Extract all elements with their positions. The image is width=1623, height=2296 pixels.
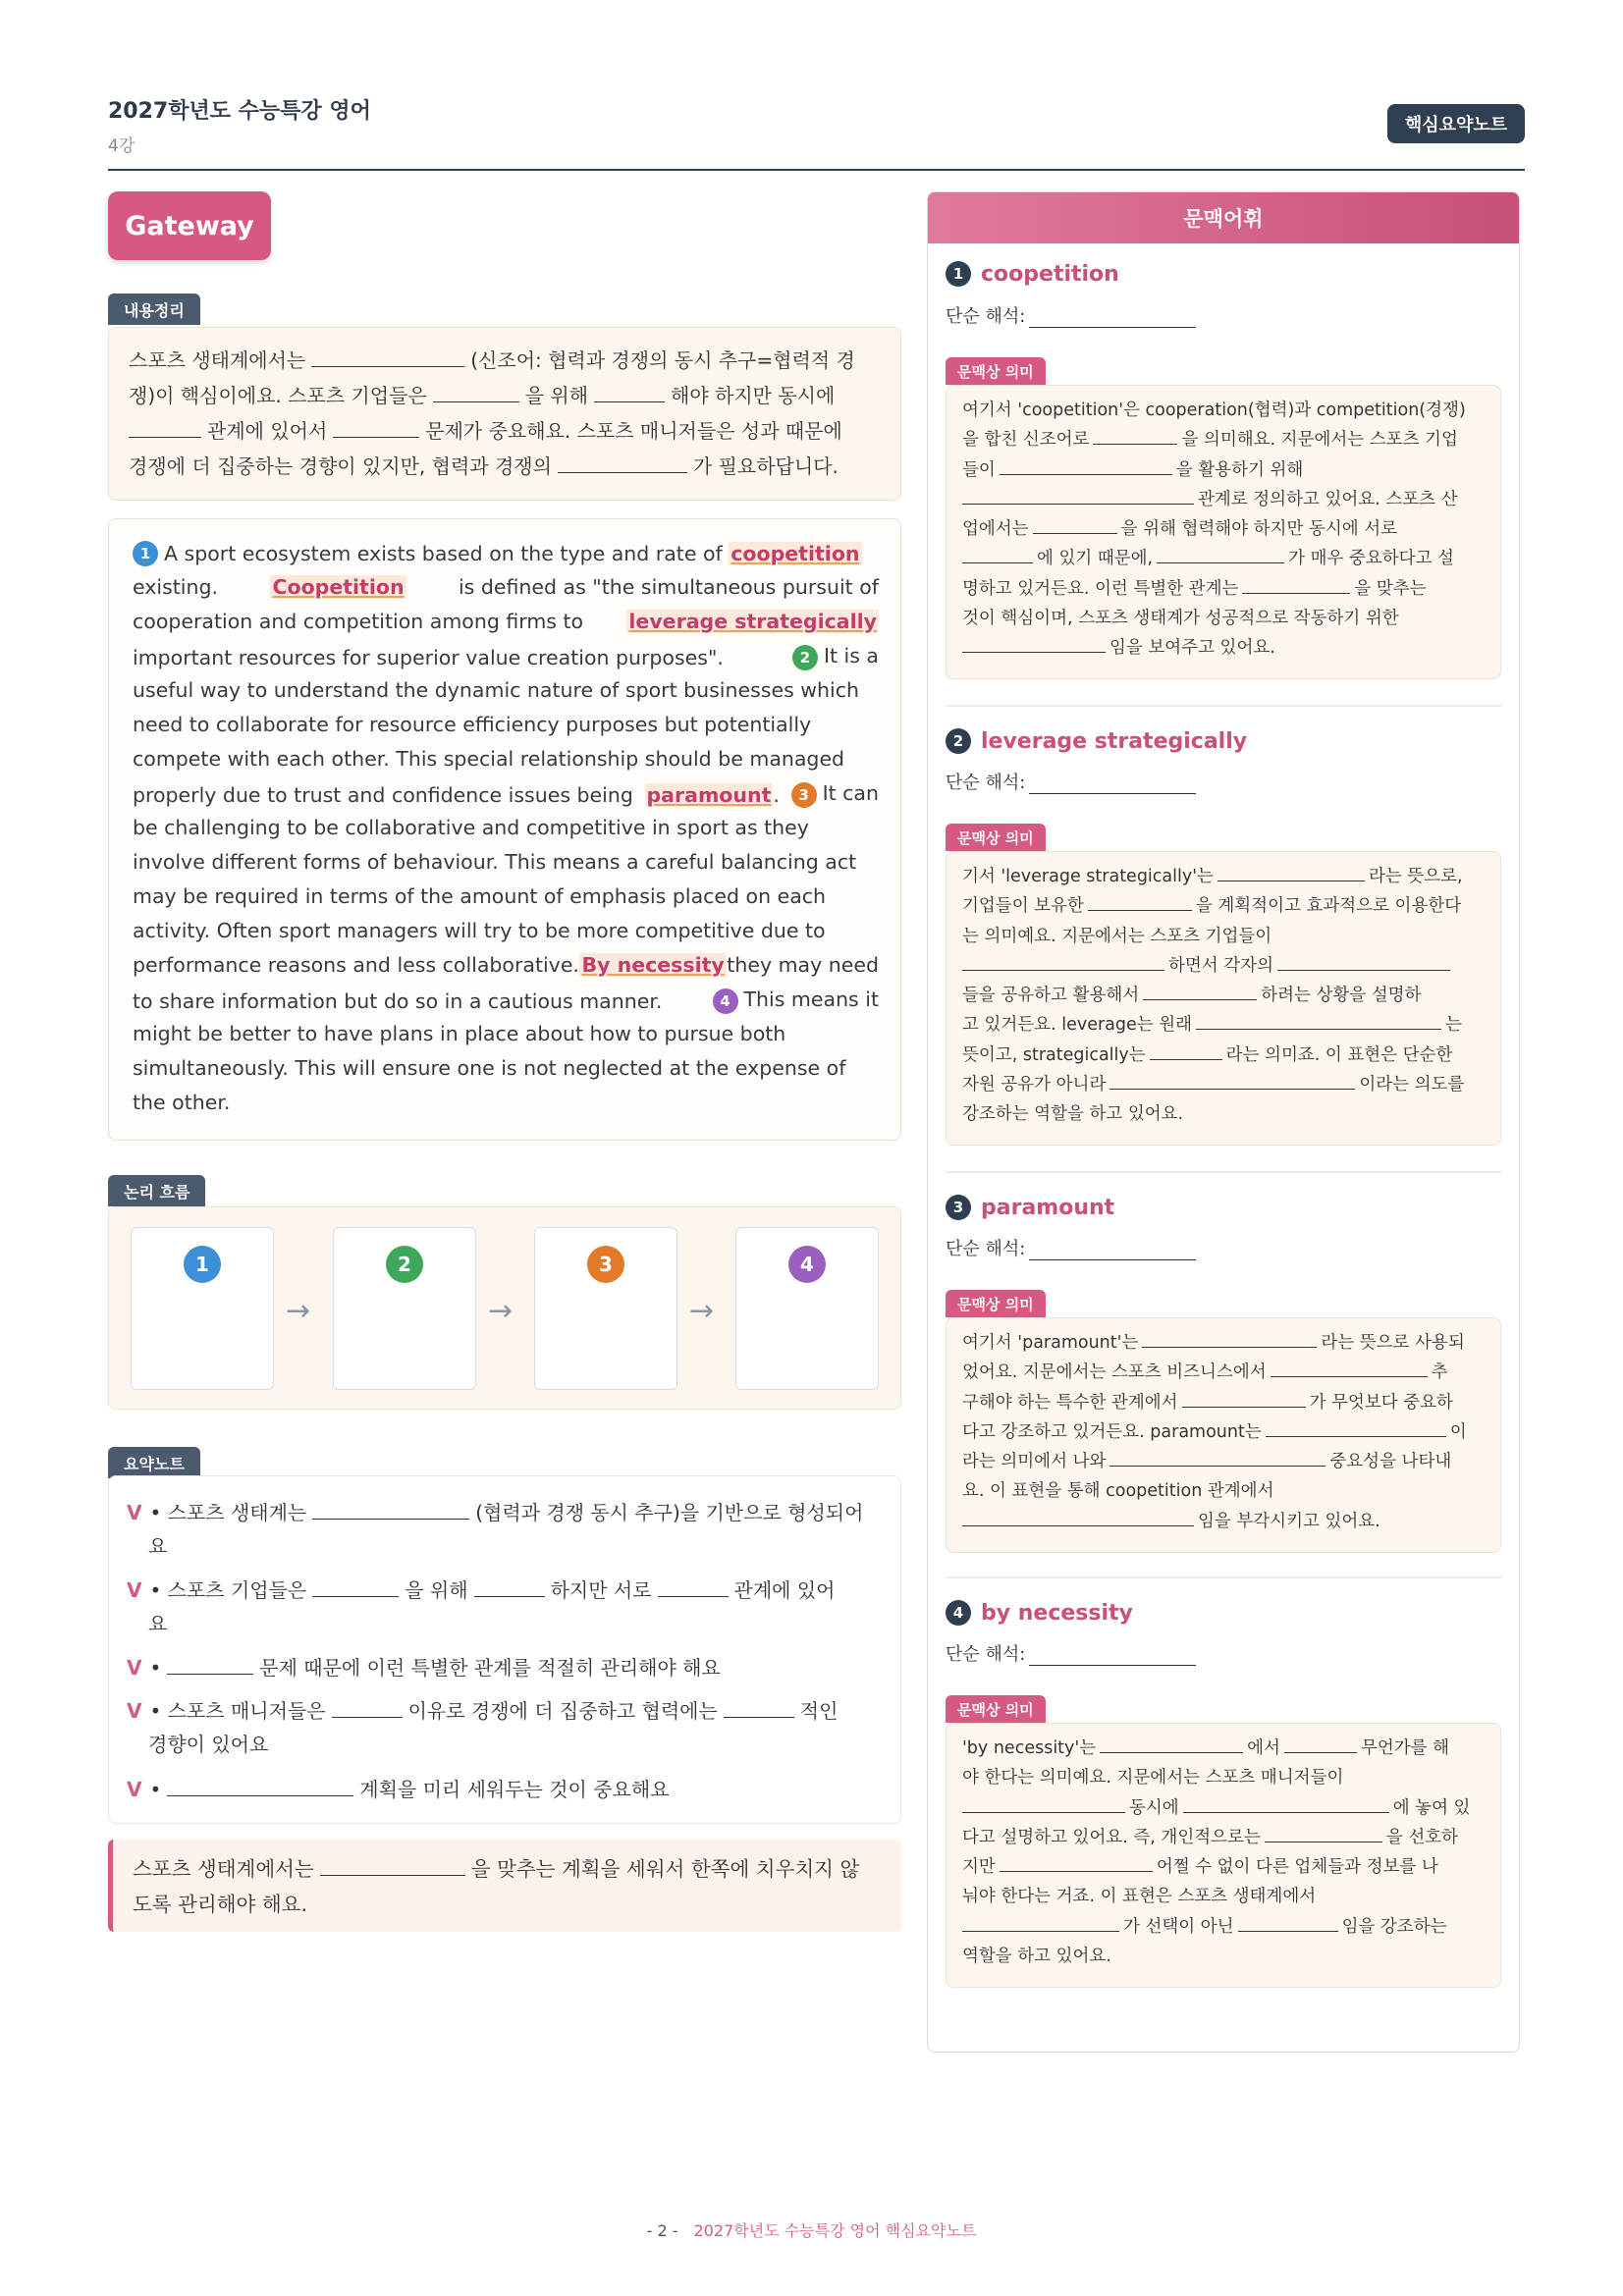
- check-mark-icon: V: [127, 1699, 142, 1723]
- fill-blank[interactable]: [474, 1575, 545, 1597]
- fill-blank[interactable]: [1100, 1735, 1243, 1753]
- check-mark-icon: V: [127, 1501, 142, 1524]
- fill-blank[interactable]: [1033, 516, 1117, 534]
- fill-blank[interactable]: [962, 635, 1106, 653]
- fill-blank[interactable]: [558, 452, 687, 473]
- section-divider: [946, 1171, 1501, 1173]
- page-footer: [0, 2218, 1623, 2241]
- conclusion-box: 스포츠 생태계에서는 을 맞추는 계획을 세워서 한쪽에 치우치지 않 도록 관리해야 해요.: [108, 1840, 901, 1932]
- fill-blank[interactable]: [312, 1498, 469, 1520]
- header-divider: [108, 169, 1525, 171]
- fill-blank[interactable]: [962, 953, 1164, 971]
- fill-blank[interactable]: [1271, 1360, 1428, 1377]
- flow-card-2[interactable]: [333, 1227, 476, 1390]
- context-vocab-panel: [927, 191, 1520, 2053]
- arrow-right-icon: →: [488, 1294, 514, 1328]
- fill-blank[interactable]: [962, 546, 1033, 563]
- passage-line: involve different forms of behaviour. This means a careful balancing act: [133, 850, 857, 874]
- sentence-number-2: 2: [792, 645, 818, 670]
- logic-flow-box: [108, 1206, 901, 1410]
- passage-line: need to collaborate for resource efficiency purposes but potentially: [133, 713, 812, 736]
- fill-blank[interactable]: [320, 1854, 465, 1876]
- vocab-highlight-paramount[interactable]: paramount: [646, 782, 772, 807]
- flow-step-number: 2: [386, 1246, 423, 1283]
- fill-blank[interactable]: [962, 1795, 1125, 1813]
- fill-blank[interactable]: [1088, 893, 1192, 911]
- vocab-item-2-heading: 2 leverage strategically: [946, 728, 1247, 754]
- check-mark-icon: V: [127, 1578, 142, 1602]
- note-type-badge: 핵심요약노트: [1387, 104, 1525, 143]
- fill-blank[interactable]: [311, 346, 464, 367]
- sentence-number-1: 1: [133, 541, 158, 566]
- footer-title: 2027학년도 수능특강 영어 핵심요약노트: [693, 2221, 977, 2240]
- fill-blank[interactable]: [1029, 306, 1196, 328]
- passage-line: properly due to trust and confidence issues being paramount. 3 It can: [133, 781, 879, 807]
- arrow-right-icon: →: [286, 1294, 311, 1328]
- fill-blank[interactable]: [1143, 983, 1257, 1000]
- passage-line: performance reasons and less collaborative. By necessity they may need: [133, 953, 879, 977]
- fill-blank[interactable]: [333, 416, 419, 438]
- fill-blank[interactable]: [1150, 1042, 1222, 1060]
- fill-blank[interactable]: [724, 1696, 794, 1718]
- fill-blank[interactable]: [1265, 1825, 1382, 1842]
- summary-tag: 내용정리: [108, 294, 200, 325]
- arrow-right-icon: →: [689, 1294, 715, 1328]
- check-mark-icon: V: [127, 1656, 142, 1680]
- flow-card-3[interactable]: [534, 1227, 677, 1390]
- fill-blank[interactable]: [1029, 1239, 1196, 1260]
- passage-line: might be better to have plans in place about how to pursue both: [133, 1022, 786, 1045]
- english-passage: [108, 518, 901, 1141]
- meaning-tag: 문맥상 의미: [946, 824, 1046, 851]
- fill-blank[interactable]: [1242, 576, 1350, 594]
- fill-blank[interactable]: [1093, 427, 1177, 445]
- passage-line: the other.: [133, 1091, 231, 1114]
- flow-step-number: 1: [184, 1246, 221, 1283]
- passage-line: to share information but do so in a cautious manner. 4 This means it: [133, 988, 879, 1013]
- flow-step-number: 3: [587, 1246, 624, 1283]
- note-row-2: V • 스포츠 기업들은 을 위해 하지만 서로 관계에 있어 요: [127, 1574, 883, 1640]
- passage-line: be challenging to be collaborative and competitive in sport as they: [133, 816, 809, 839]
- sentence-number-4: 4: [713, 988, 738, 1014]
- fill-blank[interactable]: [962, 1914, 1119, 1932]
- note-row-5: V • 계획을 미리 세워두는 것이 중요해요: [127, 1773, 883, 1806]
- context-meaning-box: 기서 'leverage strategically'는 라는 뜻으로, 기업들이 보유한 을 계획적이고 효과적으로 이용한다 는 의미예요. 지문에서는 스포츠 기업들이 하면서 각자의 들을 공유하고 활용해서 하려는 상황을 설명하 고 있거든요. leverage는 원래 는 뜻이고, strategically는 라는 의미죠. 이 표현은 단순한 자원 공유가 아니라 이라는 의도를 강조하는 역할을 하고 있어요.: [946, 851, 1501, 1146]
- flow-card-4[interactable]: [735, 1227, 879, 1390]
- context-meaning-box: 여기서 'coopetition'은 cooperation(협력)과 competition(경쟁) 을 합친 신조어로 을 의미해요. 지문에서는 스포츠 기업 들이 을 활용하기 위해 관계로 정의하고 있어요. 스포츠 산 업에서는 을 위해 협력해야 하지만 동시에 서로 에 있기 때문에, 가 매우 중요하다고 설 명하고 있거든요. 이런 특별한 관계는 을 맞추는 것이 핵심이며, 스포츠 생태계가 성공적으로 작동하기 위한 임을 보여주고 있어요.: [946, 385, 1501, 679]
- vocab-item-3-heading: 3 paramount: [946, 1195, 1114, 1220]
- notes-tag: 요약노트: [108, 1447, 200, 1478]
- passage-line: may be required in terms of the amount of emphasis placed on each: [133, 884, 827, 908]
- summary-line-2: 쟁)이 핵심이에요. 스포츠 기업들은 을 위해 해야 하지만 동시에: [129, 378, 881, 413]
- vocab-item-1-heading: 1 coopetition: [946, 261, 1119, 287]
- sentence-number-3: 3: [791, 782, 817, 808]
- fill-blank[interactable]: [167, 1775, 353, 1796]
- fill-blank[interactable]: [594, 381, 665, 402]
- note-row-1: V • 스포츠 생태계는 (협력과 경쟁 동시 추구)을 기반으로 형성되어 요: [127, 1496, 883, 1563]
- simple-translation: 단순 해석:: [946, 1640, 1202, 1666]
- fill-blank[interactable]: [1000, 1854, 1153, 1872]
- summary-line-1: 스포츠 생태계에서는 (신조어: 협력과 경쟁의 동시 추구=협력적 경: [129, 343, 881, 378]
- simple-translation: 단순 해석:: [946, 302, 1202, 328]
- fill-blank[interactable]: [1182, 1390, 1306, 1408]
- fill-blank[interactable]: [1142, 1330, 1317, 1348]
- fill-blank[interactable]: [1183, 1795, 1389, 1813]
- fill-blank[interactable]: [1196, 1012, 1441, 1030]
- content-summary-box: [108, 327, 901, 501]
- fill-blank[interactable]: [1238, 1914, 1338, 1932]
- fill-blank[interactable]: [1284, 1735, 1357, 1753]
- document-title: 2027학년도 수능특강 영어: [108, 99, 371, 124]
- page-number: - 2 -: [646, 2221, 678, 2240]
- section-divider: [946, 1576, 1501, 1578]
- vocab-highlight-leverage-strategically[interactable]: leverage strategically: [628, 610, 877, 633]
- vocab-highlight-by-necessity[interactable]: By necessity: [581, 953, 725, 977]
- passage-line: cooperation and competition among firms to leverage strategically: [133, 610, 877, 633]
- passage-line: compete with each other. This special relationship should be managed: [133, 747, 845, 771]
- section-divider: [946, 705, 1501, 707]
- summary-line-3: 관계에 있어서 문제가 중요해요. 스포츠 매니저들은 성과 때문에: [129, 413, 881, 449]
- flow-tag: 논리 흐름: [108, 1175, 205, 1206]
- fill-blank[interactable]: [1109, 1449, 1325, 1467]
- fill-blank[interactable]: [1029, 1644, 1196, 1666]
- vocab-panel-title: 문맥어휘: [928, 192, 1519, 243]
- meaning-tag: 문맥상 의미: [946, 357, 1046, 385]
- vocab-item-4-heading: 4 by necessity: [946, 1600, 1133, 1626]
- fill-blank[interactable]: [167, 1653, 253, 1675]
- note-row-4: V • 스포츠 매니저들은 이유로 경쟁에 더 집중하고 협력에는 적인 경향이 있어요: [127, 1694, 883, 1761]
- passage-line: important resources for superior value creation purposes". 2 It is a: [133, 644, 879, 669]
- fill-blank[interactable]: [312, 1575, 399, 1597]
- meaning-tag: 문맥상 의미: [946, 1695, 1046, 1723]
- summary-line-4: 경쟁에 더 집중하는 경향이 있지만, 협력과 경쟁의 가 필요하답니다.: [129, 449, 881, 484]
- simple-translation: 단순 해석:: [946, 769, 1202, 794]
- fill-blank[interactable]: [1217, 864, 1365, 881]
- flow-card-1[interactable]: [131, 1227, 274, 1390]
- fill-blank[interactable]: [129, 416, 201, 438]
- fill-blank[interactable]: [1029, 773, 1196, 794]
- summary-notes-box: [108, 1475, 901, 1824]
- vocab-highlight-coopetition[interactable]: coopetition: [730, 542, 860, 565]
- fill-blank[interactable]: [332, 1696, 403, 1718]
- fill-blank[interactable]: [658, 1575, 729, 1597]
- fill-blank[interactable]: [962, 487, 1194, 505]
- context-meaning-box: 여기서 'paramount'는 라는 뜻으로 사용되 었어요. 지문에서는 스포츠 비즈니스에서 추 구해야 하는 특수한 관계에서 가 무엇보다 중요하 다고 강조하고 있거든요. paramount는 이 라는 의미에서 나와 중요성을 나타내 요. 이 표현을 통해 coopetition 관계에서 임을 부각시키고 있어요.: [946, 1317, 1501, 1553]
- simple-translation: 단순 해석:: [946, 1235, 1202, 1260]
- note-row-3: V • 문제 때문에 이런 특별한 관계를 적절히 관리해야 해요: [127, 1651, 883, 1684]
- fill-blank[interactable]: [962, 1509, 1194, 1526]
- fill-blank[interactable]: [433, 381, 519, 402]
- meaning-tag: 문맥상 의미: [946, 1290, 1046, 1317]
- passage-line: activity. Often sport managers will try to be more competitive due to: [133, 919, 826, 942]
- fill-blank[interactable]: [1266, 1419, 1446, 1437]
- lesson-number: 4강: [108, 136, 135, 156]
- fill-blank[interactable]: [1109, 1072, 1355, 1090]
- passage-line: useful way to understand the dynamic nature of sport businesses which: [133, 678, 859, 702]
- vocab-highlight-coopetition[interactable]: Coopetition: [272, 575, 405, 599]
- passage-line: existing. Coopetition is defined as "the simultaneous pursuit of: [133, 575, 879, 599]
- passage-line: 1 A sport ecosystem exists based on the type and rate of coopetition: [133, 541, 879, 566]
- context-meaning-box: 'by necessity'는 에서 무언가를 해 야 한다는 의미예요. 지문에서는 스포츠 매니저들이 동시에 에 놓여 있 다고 설명하고 있어요. 즉, 개인적으로는 을 선호하 지만 어쩔 수 없이 다른 업체들과 정보를 나 눠야 한다는 거죠. 이 표현은 스포츠 생태계에서 가 선택이 아닌 임을 강조하는 역할을 하고 있어요.: [946, 1723, 1501, 1988]
- gateway-label: Gateway: [108, 191, 271, 260]
- flow-step-number: 4: [788, 1246, 826, 1283]
- fill-blank[interactable]: [1277, 953, 1450, 971]
- check-mark-icon: V: [127, 1778, 142, 1801]
- fill-blank[interactable]: [1000, 457, 1172, 475]
- passage-line: simultaneously. This will ensure one is not neglected at the expense of: [133, 1056, 846, 1080]
- fill-blank[interactable]: [1157, 546, 1284, 563]
